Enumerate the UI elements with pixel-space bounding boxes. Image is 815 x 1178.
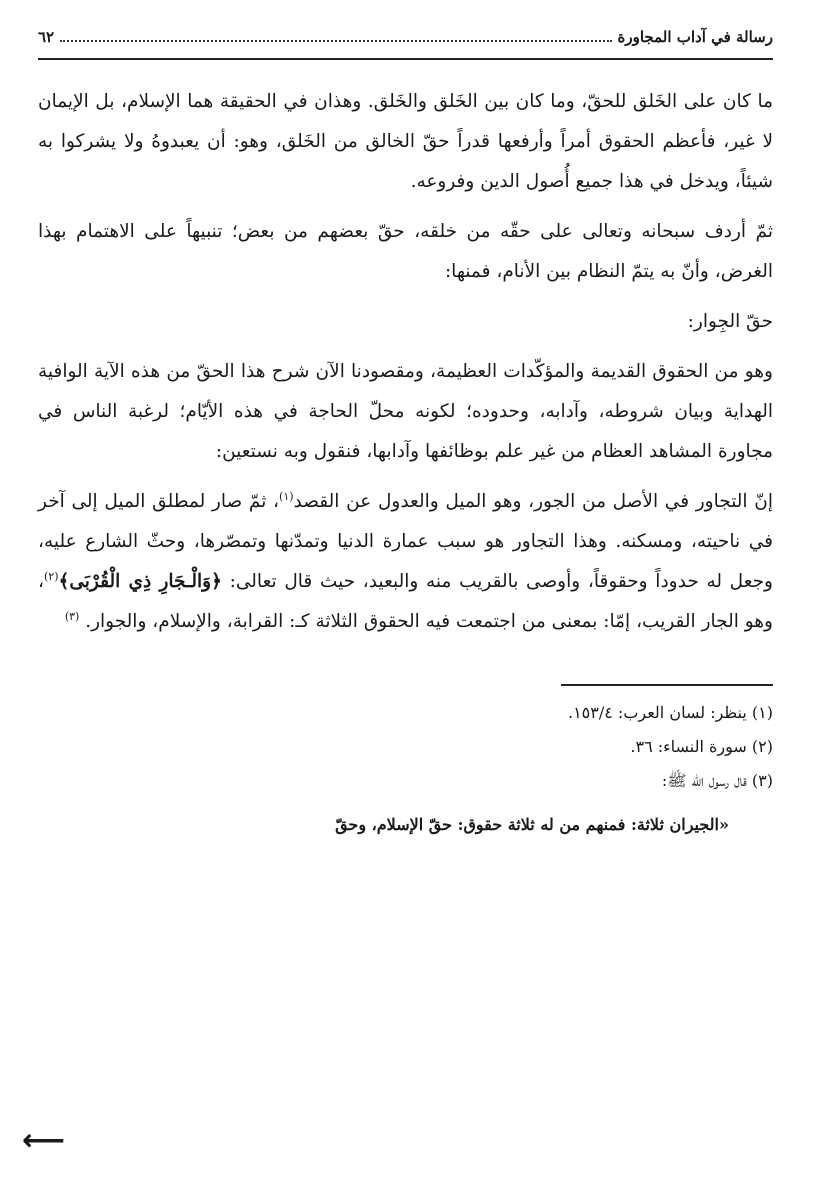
running-header [38,28,773,60]
header-title-group [54,28,773,46]
footnote-2: (٢) سورة النساء: ٣٦. [630,737,773,756]
footnotes [38,696,773,842]
main-text [38,82,773,642]
footnote-separator [561,684,773,686]
footnote-marker-3[interactable]: (٣) [64,609,80,623]
paragraph-4-part-b: ، ثمّ صار لمطلق الميل إلى آخر في ناحيته، ومسكنه. وهذا التجاور هو سبب عمارة الدنيا وتمدّنها وتمصّرها، وحثّ الشارع عليه، وجعل له حدوداً وحقوقاً، وأوصى بالقريب منه والبعيد، حيث قال تعالى: [38,491,773,592]
paragraph-2: ثمّ أردف سبحانه وتعالى على حقّه من خلقه، حقّ بعضهم من بعض؛ تنبيهاً على الاهتمام بهذا الغرض، وأنّ به يتمّ النظام بين الأنام، فمنها: [38,221,773,282]
arrow-left-icon[interactable]: ⟵ [22,1123,66,1158]
paragraph-4 [38,482,773,642]
book-page [38,28,773,1158]
section-heading: حقّ الجِوار: [687,311,773,332]
paragraph-4-part-c: ، وهو الجار القريب، إمّا: بمعنى من اجتمعت فيه الحقوق الثلاثة كـ: القرابة، والإسلام، والجوار. [38,571,773,632]
paragraph-1: ما كان على الخَلق للحقّ، وما كان بين الخَلق والخَلق. وهذان في الحقيقة هما الإسلام، بل الإيمان لا غير، فأعظم الحقوق أمراً وأرفعها قدراً حقّ الخالق من الخَلق، وهو: أن يعبدوهُ ولا يشركوا به شيئاً، ويدخل في هذا جميع أُصول الدين وفروعه. [38,91,773,192]
footnote-marker-1[interactable]: (١) [279,489,294,503]
header-title: رسالة في آداب المجاورة [617,28,773,46]
header-leader-dots [60,28,611,42]
footnote-marker-2[interactable]: (٢) [43,569,59,583]
footnote-3-continuation: «الجيران ثلاثة: فمنهم من له ثلاثة حقوق: حقّ الإسلام، وحقّ [335,815,729,834]
quran-verse: ﴿وَالْـجَارِ ذِي الْقُرْبَى﴾ [58,571,222,592]
paragraph-4-part-a: إنّ التجاور في الأصل من الجور، وهو الميل والعدول عن القصد [293,491,773,512]
paragraph-3: وهو من الحقوق القديمة والمؤكّدات العظيمة، ومقصودنا الآن شرح هذا الحقّ من هذه الآية الوافية الهداية وبيان شروطه، وآدابه، وحدوده؛ لكونه محلّ الحاجة في هذه الأيّام؛ لرغبة الناس في مجاورة المشاهد العظام من غير علم بوظائفها وآدابها، فنقول وبه نستعين: [38,361,773,462]
page-number: ٦٢ [38,28,55,46]
footnote-3: (٣) قال رسول الله ﷺ: [661,771,773,790]
footnote-1: (١) ينظر: لسان العرب: ١٥٣/٤. [567,703,773,722]
